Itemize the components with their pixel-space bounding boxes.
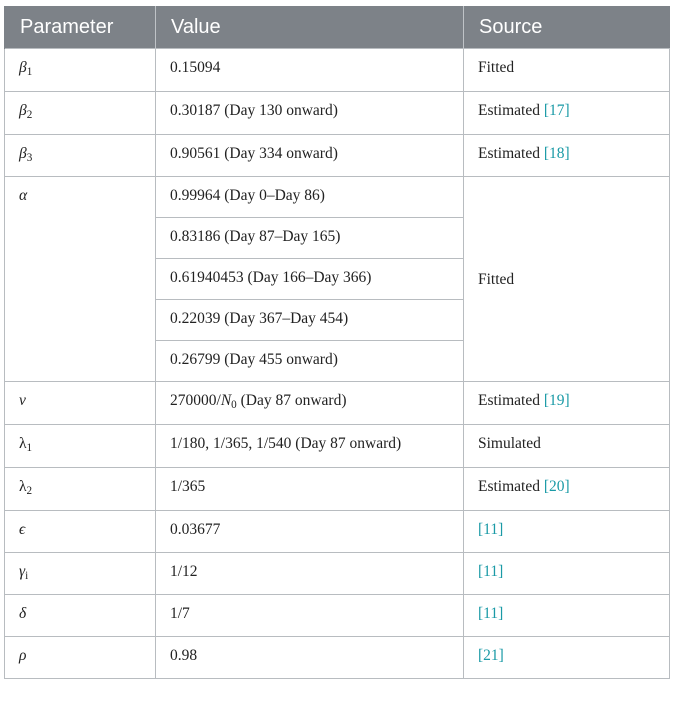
value-cell: 1/180, 1/365, 1/540 (Day 87 onward) (156, 425, 464, 468)
source-text: Estimated (478, 101, 544, 119)
citation-link[interactable]: [11] (478, 520, 504, 538)
parameter-cell (5, 552, 156, 595)
value-cell: 0.90561 (Day 334 onward) (156, 134, 464, 177)
citation-link[interactable]: [11] (478, 605, 504, 623)
parameter-cell (5, 91, 156, 134)
parameter-table (4, 6, 670, 679)
value-cell: 1/12 (156, 552, 464, 595)
source-cell (464, 595, 670, 637)
value-cell: 1/365 (156, 467, 464, 510)
table-row (5, 510, 670, 552)
parameter-symbol: β (19, 101, 27, 119)
source-cell (464, 467, 670, 510)
value-cell: 0.61940453 (Day 166–Day 366) (156, 259, 464, 300)
parameter-cell (5, 134, 156, 177)
citation-link[interactable]: [17] (543, 101, 570, 119)
value-cell: 0.83186 (Day 87–Day 165) (156, 218, 464, 259)
header-source: Source (464, 6, 670, 49)
parameter-cell (5, 425, 156, 468)
parameter-symbol: λ (19, 477, 27, 495)
citation-link[interactable]: [18] (543, 144, 570, 162)
value-cell: 0.99964 (Day 0–Day 86) (156, 177, 464, 218)
citation-link[interactable]: [19] (543, 392, 570, 410)
source-cell (464, 382, 670, 425)
parameter-cell (5, 595, 156, 637)
parameter-subscript: 3 (26, 151, 33, 164)
value-text: 270000/ (170, 392, 221, 410)
value-cell: 0.03677 (156, 510, 464, 552)
source-cell (464, 552, 670, 595)
parameter-symbol: ν (19, 392, 26, 410)
source-cell: Fitted (464, 177, 670, 382)
parameter-subscript: 1 (26, 441, 33, 454)
parameter-cell (5, 637, 156, 679)
value-text: (Day 87 onward) (236, 392, 347, 410)
table-row (5, 91, 670, 134)
parameter-cell (5, 467, 156, 510)
table-row (5, 425, 670, 468)
parameter-symbol: α (19, 187, 28, 205)
source-text: Estimated (478, 144, 544, 162)
value-cell: 1/7 (156, 595, 464, 637)
value-cell: 0.15094 (156, 49, 464, 92)
table-row (5, 637, 670, 679)
value-cell (156, 382, 464, 425)
table-row (5, 49, 670, 92)
source-cell: Fitted (464, 49, 670, 92)
parameter-symbol: β (19, 144, 27, 162)
header-row (5, 6, 670, 49)
parameter-symbol: β (19, 59, 27, 76)
parameter-cell (5, 177, 156, 382)
parameter-cell (5, 382, 156, 425)
table-row (5, 467, 670, 510)
citation-link[interactable]: [20] (543, 477, 570, 495)
table-row (5, 382, 670, 425)
table-row (5, 595, 670, 637)
citation-link[interactable]: [11] (478, 562, 504, 580)
source-cell: Simulated (464, 425, 670, 468)
source-cell (464, 637, 670, 679)
parameter-subscript: i (25, 569, 29, 582)
value-variable: N (220, 392, 232, 410)
parameter-symbol: ρ (19, 647, 27, 665)
table-row (5, 552, 670, 595)
parameter-subscript: 2 (26, 108, 33, 121)
parameter-cell (5, 49, 156, 92)
value-cell: 0.98 (156, 637, 464, 679)
source-cell (464, 510, 670, 552)
source-cell (464, 91, 670, 134)
parameter-symbol: δ (19, 605, 27, 623)
table-row (5, 177, 670, 218)
header-parameter: Parameter (5, 6, 156, 49)
parameter-symbol: ϵ (19, 520, 26, 538)
parameter-subscript: 1 (26, 65, 33, 78)
parameter-symbol: γ (19, 562, 26, 580)
parameter-subscript: 2 (26, 484, 33, 497)
citation-link[interactable]: [21] (478, 647, 504, 665)
parameter-cell (5, 510, 156, 552)
value-cell: 0.26799 (Day 455 onward) (156, 341, 464, 382)
table-row (5, 134, 670, 177)
source-cell (464, 134, 670, 177)
source-text: Estimated (478, 392, 544, 410)
value-subscript: 0 (231, 399, 237, 412)
source-text: Estimated (478, 477, 544, 495)
value-cell: 0.22039 (Day 367–Day 454) (156, 300, 464, 341)
value-cell: 0.30187 (Day 130 onward) (156, 91, 464, 134)
parameter-symbol: λ (19, 435, 27, 453)
header-value: Value (156, 6, 464, 49)
